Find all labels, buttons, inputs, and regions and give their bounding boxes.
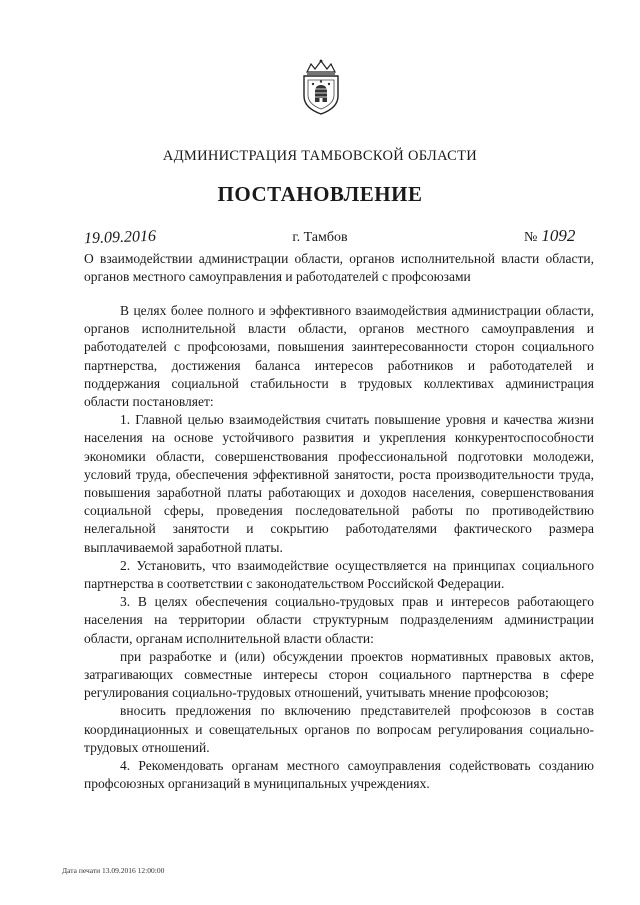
organization-title: АДМИНИСТРАЦИЯ ТАМБОВСКОЙ ОБЛАСТИ xyxy=(162,148,478,164)
paragraph-preamble: В целях более полного и эффективного взаимодействия администрации области, органов исполнительной власти области, органов местного самоуправления и работодателей с профсоюзами, повышения заинтересованности сторон социального партнерства, достижения баланса интересов работников и работодателей и поддержания социальной стабильности в трудовых коллективах администрация области постановляет: xyxy=(84,303,594,410)
paragraph-item-3-sub-2: вносить предложения по включению представителей профсоюзов в состав координационных и совещательных органов по вопросам регулирования социально-трудовых отношений. xyxy=(84,703,594,755)
paragraph-item-3: 3. В целях обеспечения социально-трудовых прав и интересов работающего населения на территории области структурным подразделениям администрации области, органам исполнительной власти области: xyxy=(84,594,594,646)
number-sign: № xyxy=(524,230,538,245)
document-subject: О взаимодействии администрации области, органов исполнительной власти области, органов местного самоуправления и работодателей с профсоюзами xyxy=(84,251,594,284)
document-type-heading: ПОСТАНОВЛЕНИЕ xyxy=(217,182,423,206)
paragraph-item-4: 4. Рекомендовать органам местного самоуправления содействовать созданию профсоюзных организаций в муниципальных учреждениях. xyxy=(84,758,594,792)
coat-of-arms-emblem xyxy=(299,58,343,116)
document-date: 19.09.2016 xyxy=(83,227,157,248)
document-number xyxy=(524,226,575,246)
paragraph-item-1: 1. Главной целью взаимодействия считать повышение уровня и качества жизни населения на основе устойчивого развития и укрепления конкурентоспособности экономики области, совершенствования профессиональной подготовки молодежи, условий труда, обеспечения эффективной занятости, роста производительности труда, повышения заработной платы работающих и доходов населения, совершенствования социальной сферы, проведения последовательной работы по противодействию нелегальной занятости и сокрытию работодателями фактического размера выплачиваемой заработной платы. xyxy=(84,412,594,555)
document-body xyxy=(84,302,594,793)
paragraph-item-3-sub-1: при разработке и (или) обсуждении проектов нормативных правовых актов, затрагивающих совместные интересы сторон социального партнерства в сфере регулирования социально-трудовых отношений, учитывать мнение профсоюзов; xyxy=(84,648,594,701)
paragraph-item-2: 2. Установить, что взаимодействие осуществляется на принципах социального партнерства в соответствии с законодательством Российской Федерации. xyxy=(84,557,594,592)
number-value: 1092 xyxy=(541,226,576,245)
print-date-footer: Дата печати 13.09.2016 12:00:00 xyxy=(62,866,165,875)
document-city: г. Тамбов xyxy=(292,230,348,245)
